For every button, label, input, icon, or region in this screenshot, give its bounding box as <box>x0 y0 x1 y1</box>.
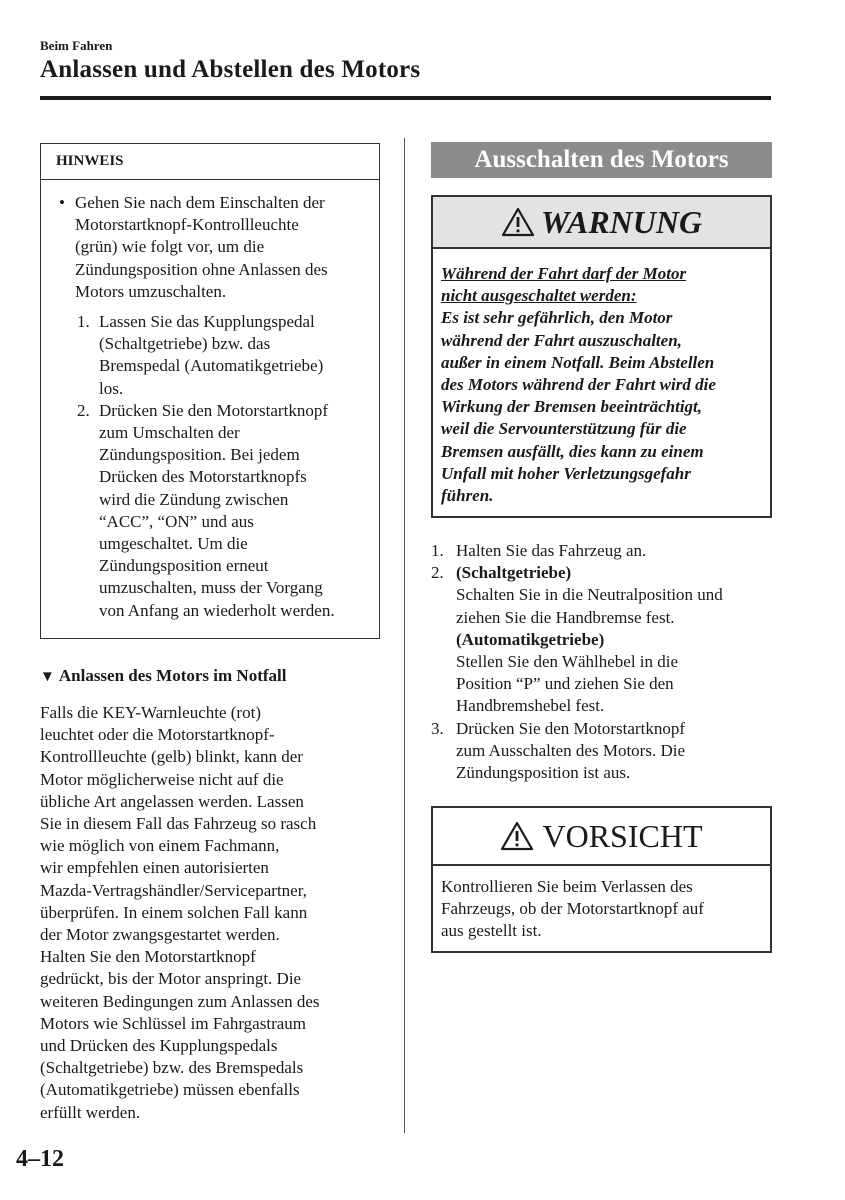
text-line: (Schaltgetriebe) bzw. des Bremspedals <box>40 1058 304 1078</box>
text-line: Während der Fahrt darf der Motor <box>441 264 687 283</box>
hinweis-step <box>77 311 369 400</box>
text-line: wie möglich von einem Fachmann, <box>40 836 280 856</box>
hinweis-bullet-text <box>75 192 328 303</box>
ausschalten-steps <box>431 540 776 784</box>
text-line: Falls die KEY-Warnleuchte (rot) <box>40 703 261 722</box>
text-line: weiteren Bedingungen zum Anlassen des <box>40 991 320 1011</box>
text-line: der Motor zwangsgestartet werden. <box>40 925 280 945</box>
text-line: Halten Sie den Motorstartknopf <box>40 947 256 967</box>
text-line: Unfall mit hoher Verletzungsgefahr <box>441 463 691 483</box>
text-line: Motors wie Schlüssel im Fahrgastraum <box>40 1013 306 1033</box>
text-line: Drücken Sie den Motorstartknopf <box>456 718 685 738</box>
page-number: 4–12 <box>16 1146 64 1172</box>
text-line: Sie in diesem Fall das Fahrzeug so rasch <box>40 814 317 834</box>
section-label: Beim Fahren <box>40 38 113 53</box>
text-line: Mazda-Vertragshändler/Servicepartner, <box>40 880 307 900</box>
text-line: führen. <box>441 486 494 506</box>
notfall-heading-text: Anlassen des Motors im Notfall <box>58 666 287 685</box>
hinweis-bullet <box>59 192 369 303</box>
text-line: leuchtet oder die Motorstartknopf- <box>40 725 275 745</box>
text-line: wird die Zündung zwischen <box>99 489 289 509</box>
text-line: Fahrzeugs, ob der Motorstartknopf auf <box>441 899 704 919</box>
text-line: Motors umzuschalten. <box>75 281 227 301</box>
text-line: zum Ausschalten des Motors. Die <box>456 740 685 760</box>
caution-title: VORSICHT <box>542 817 703 854</box>
text-line: Lassen Sie das Kupplungspedal <box>99 312 315 332</box>
caution-box <box>431 806 772 953</box>
hinweis-body <box>41 180 379 622</box>
warning-title: WARNUNG <box>540 203 703 240</box>
warning-header <box>433 197 770 249</box>
title-rule <box>40 96 771 100</box>
step-number: 3. <box>431 718 444 738</box>
bullet-dot: • <box>59 193 65 212</box>
ausschalten-banner: Ausschalten des Motors <box>431 142 772 178</box>
text-line: übliche Art angelassen werden. Lassen <box>40 791 304 811</box>
text-line: Position “P” und ziehen Sie den <box>456 674 674 694</box>
text-line: Zündungsposition ist aus. <box>456 763 631 783</box>
text-line: und Drücken des Kupplungspedals <box>40 1036 278 1056</box>
text-line: Drücken Sie den Motorstartknopf <box>99 400 328 420</box>
text-line: gedrückt, bis der Motor anspringt. Die <box>40 969 302 989</box>
step-2 <box>431 562 776 717</box>
caution-body <box>433 866 770 943</box>
text-line: Handbremshebel fest. <box>456 696 605 716</box>
text-line: Halten Sie das Fahrzeug an. <box>456 541 647 560</box>
text-line: (Automatikgetriebe) müssen ebenfalls <box>40 1080 300 1100</box>
text-line: erfüllt werden. <box>40 1102 141 1122</box>
text-line: Kontrollieren Sie beim Verlassen des <box>441 877 693 896</box>
text-line: Bremsen ausfällt, dies kann zu einem <box>441 441 704 461</box>
column-divider <box>404 138 405 1133</box>
triangle-down-icon: ▼ <box>40 669 55 685</box>
warning-triangle-icon <box>500 821 534 851</box>
caution-header <box>433 808 770 866</box>
step-subheading: (Schaltgetriebe) <box>456 563 572 583</box>
text-line: Zündungsposition. Bei jedem <box>99 445 300 465</box>
text-line: von Anfang an wiederholt werden. <box>99 600 335 620</box>
hinweis-heading: HINWEIS <box>41 144 379 180</box>
text-line: (Schaltgetriebe) bzw. das <box>99 334 271 354</box>
text-line: (grün) wie folgt vor, um die <box>75 237 265 257</box>
notfall-paragraph <box>40 702 375 1124</box>
warning-body <box>433 249 770 507</box>
text-line: wir empfehlen einen autorisierten <box>40 858 269 878</box>
step-1 <box>431 540 776 562</box>
text-line: ziehen Sie die Handbremse fest. <box>456 607 675 627</box>
text-line: los. <box>99 378 124 398</box>
step-3 <box>431 718 776 785</box>
text-line: nicht ausgeschaltet werden: <box>441 286 637 306</box>
page-title: Anlassen und Abstellen des Motors <box>40 56 421 83</box>
step-number: 1. <box>431 541 444 560</box>
text-line: Bremspedal (Automatikgetriebe) <box>99 356 324 376</box>
text-line: außer in einem Notfall. Beim Abstellen <box>441 352 715 372</box>
hinweis-step <box>77 400 369 622</box>
text-line: während der Fahrt auszuschalten, <box>441 330 682 350</box>
text-line: Drücken des Motorstartknopfs <box>99 467 307 487</box>
text-line: zum Umschalten der <box>99 423 240 443</box>
hinweis-box <box>40 143 380 639</box>
warning-box <box>431 195 772 518</box>
step-number: 2. <box>431 563 444 583</box>
step-subheading: (Automatikgetriebe) <box>456 629 605 649</box>
hinweis-steps <box>77 311 369 622</box>
text-line: überprüfen. In einem solchen Fall kann <box>40 902 308 922</box>
text-line: umzuschalten, muss der Vorgang <box>99 578 323 598</box>
text-line: umgeschaltet. Um die <box>99 534 248 554</box>
text-line: Es ist sehr gefährlich, den Motor <box>441 308 673 328</box>
text-line: Gehen Sie nach dem Einschalten der <box>75 193 325 212</box>
text-line: weil die Servounterstützung für die <box>441 419 687 439</box>
text-line: Zündungsposition ohne Anlassen des <box>75 259 328 279</box>
text-line: “ACC”, “ON” und aus <box>99 511 254 531</box>
text-line: aus gestellt ist. <box>441 921 542 941</box>
text-line: Schalten Sie in die Neutralposition und <box>456 585 723 605</box>
notfall-heading <box>40 666 286 686</box>
step-number: 1. <box>77 312 90 332</box>
text-line: Kontrollleuchte (gelb) blinkt, kann der <box>40 747 303 767</box>
text-line: Motor möglicherweise nicht auf die <box>40 769 284 789</box>
text-line: Wirkung der Bremsen beeinträchtigt, <box>441 397 703 417</box>
text-line: Motorstartknopf-Kontrollleuchte <box>75 215 299 235</box>
text-line: Zündungsposition erneut <box>99 556 269 576</box>
text-line: des Motors während der Fahrt wird die <box>441 375 716 395</box>
warning-triangle-icon <box>501 207 535 237</box>
text-line: Stellen Sie den Wählhebel in die <box>456 652 679 672</box>
step-number: 2. <box>77 400 90 420</box>
